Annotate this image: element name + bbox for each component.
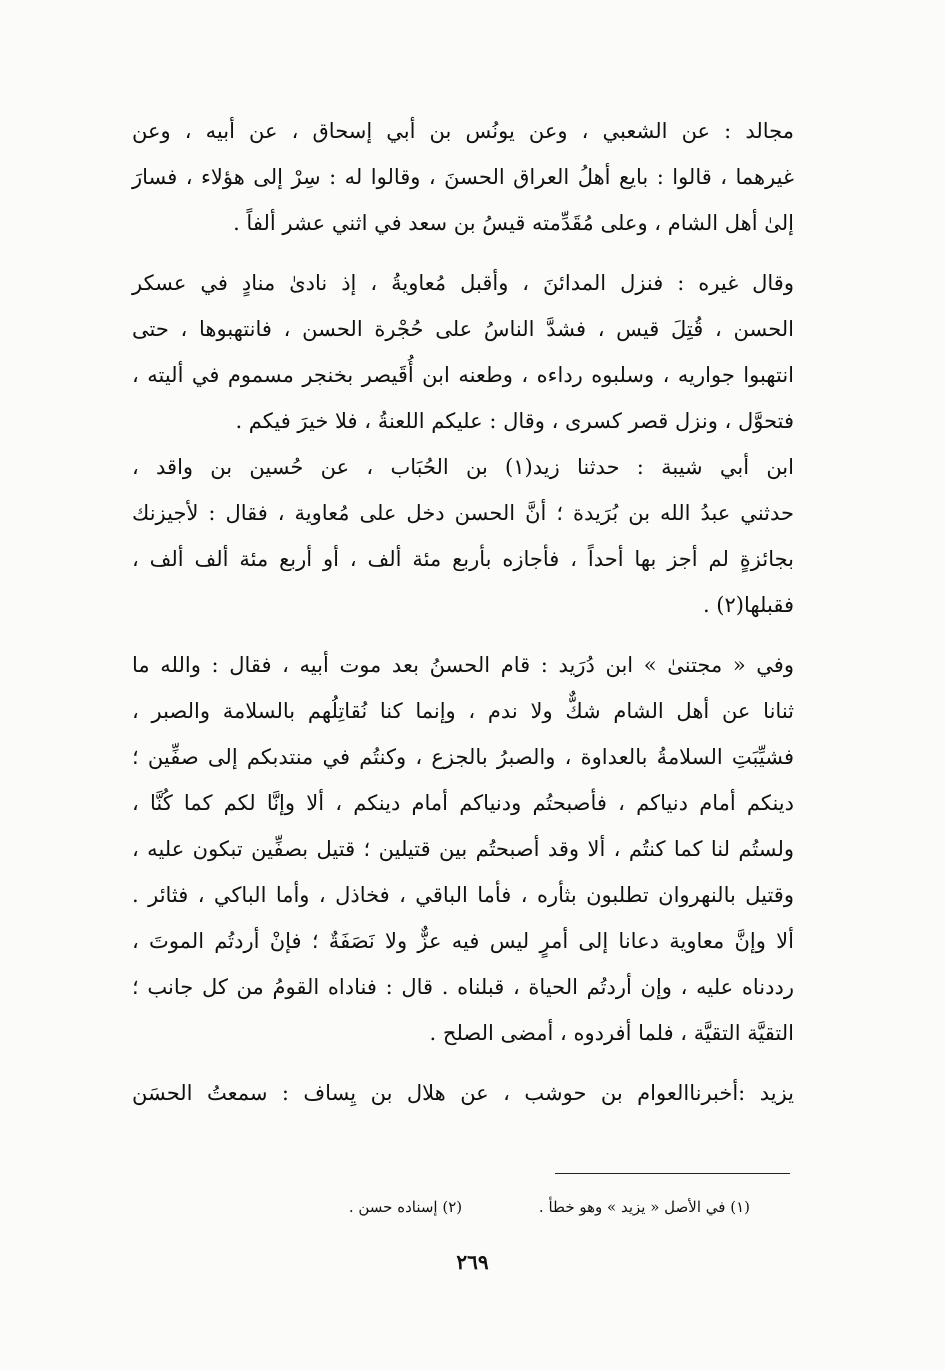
text-line: ابن أبي شيبة : حدثنا زيد(١) بن الحُبَاب ، عن حُسين بن واقد ، xyxy=(132,455,794,479)
text-line: ثنانا عن أهل الشام شكٌّ ولا ندم ، وإنما كنا نُقاتِلُهم بالسلامة والصبر ، xyxy=(132,699,794,723)
text-line: حدثني عبدُ الله بن بُرَيدة ؛ أنَّ الحسن دخل على مُعاوية ، فقال : لأجيزنك xyxy=(132,501,794,525)
text-line: فقبلها(٢) . xyxy=(702,593,794,617)
text-line: وقتيل بالنهروان تطلبون بثأره ، فأما الباقي ، فخاذل ، وأما الباكي ، فثائر . xyxy=(132,883,794,907)
body-text xyxy=(132,108,794,1116)
text-line: انتهبوا جواريه ، وسلبوه رداءه ، وطعنه ابن أُقَيصر بخنجر مسموم في أليته ، xyxy=(132,363,794,387)
text-line: يزيد :أخبرناالعوام بن حوشب ، عن هلال بن يِساف : سمعتُ الحسَن xyxy=(132,1081,794,1105)
page-number: ٢٦٩ xyxy=(456,1250,489,1274)
text-line: ألا وإنَّ معاوية دعانا إلى أمرٍ ليس فيه عزٌّ ولا نَصَفَةٌ ؛ فإنْ أردتُم الموتَ ، xyxy=(132,929,794,953)
footnote-2: (٢) إسناده حسن . xyxy=(348,1198,463,1216)
paragraph-4 xyxy=(132,642,794,1056)
text-line: رددناه عليه ، وإن أردتُم الحياة ، قبلناه . قال : فناداه القومُ من كل جانب ؛ xyxy=(132,975,794,999)
paragraph-3 xyxy=(132,444,794,628)
text-line: الحسن ، قُتِلَ قيس ، فشدَّ الناسُ على حُجْرة الحسن ، فانتهبوها ، حتى xyxy=(132,317,794,341)
text-line: دينكم أمام دنياكم ، فأصبحتُم ودنياكم أمام دينكم ، ألا وإنَّا لكم كما كُنَّا ، xyxy=(132,791,794,815)
text-line: التقيَّة التقيَّة ، فلما أفردوه ، أمضى الصلح . xyxy=(429,1021,794,1045)
text-line: وقال غيره : فنزل المدائنَ ، وأقبل مُعاويةُ ، إذ نادىٰ منادٍ في عسكر xyxy=(132,271,794,295)
text-line: غيرهما ، قالوا : بايع أهلُ العراق الحسنَ ، وقالوا له : سِرْ إلى هؤلاء ، فسارَ xyxy=(132,165,794,189)
footnote-separator xyxy=(555,1173,790,1174)
text-line: وفي « مجتنىٰ » ابن دُرَيد : قام الحسنُ بعد موت أبيه ، فقال : والله ما xyxy=(132,653,794,677)
text-line: فتحوَّل ، ونزل قصر كسرى ، وقال : عليكم اللعنةُ ، فلا خيرَ فيكم . xyxy=(235,409,794,433)
paragraph-1 xyxy=(132,108,794,246)
text-line: مجالد : عن الشعبي ، وعن يونُس بن أبي إسحاق ، عن أبيه ، وعن xyxy=(132,119,794,143)
paragraph-2 xyxy=(132,260,794,444)
text-line: إلىٰ أهل الشام ، وعلى مُقَدِّمته قيسُ بن سعد في اثني عشر ألفاً . xyxy=(233,211,794,235)
text-line: فشيِّبَتِ السلامةُ بالعداوة ، والصبرُ بالجزع ، وكنتُم في منتدبكم إلى صفِّين ؛ xyxy=(132,745,794,769)
text-line: ولستُم لنا كما كنتُم ، ألا وقد أصبحتُم بين قتيلين ؛ قتيل بصفِّين تبكون عليه ، xyxy=(132,837,794,861)
paragraph-5 xyxy=(132,1070,794,1116)
text-line: بجائزةٍ لم أجز بها أحداً ، فأجازه بأربع مئة ألف ، أو أربع مئة ألف ألف ، xyxy=(132,547,794,571)
footnotes xyxy=(280,1195,750,1219)
footnote-1: (١) في الأصل « يزيد » وهو خطأ . xyxy=(538,1198,750,1216)
